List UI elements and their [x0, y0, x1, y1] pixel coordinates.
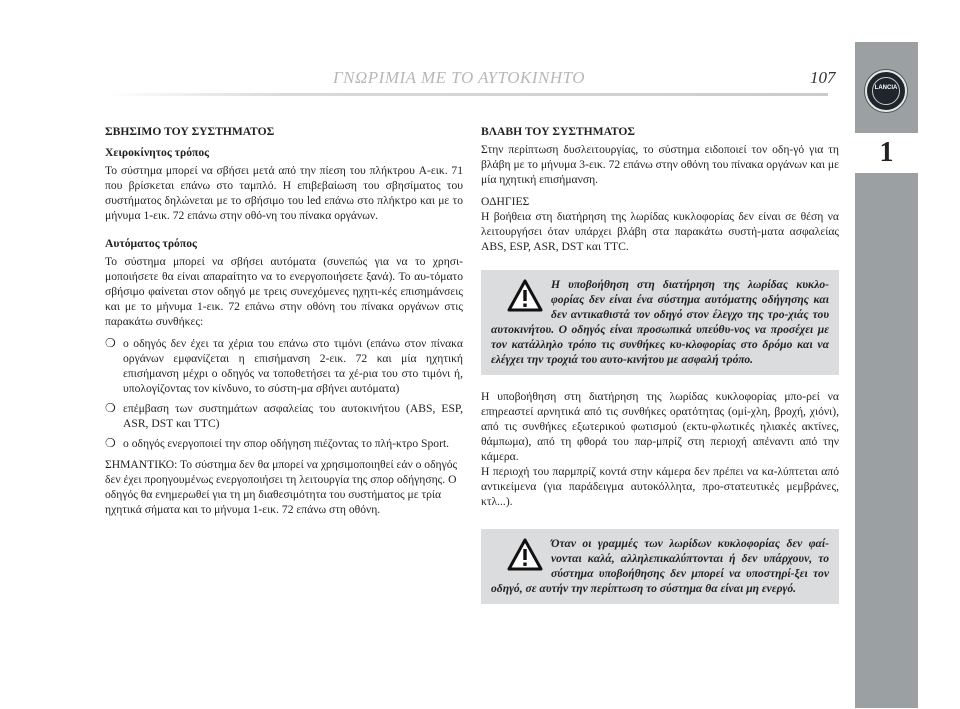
- bullet-circle-icon: ❍: [105, 401, 116, 415]
- warning-triangle-icon: [507, 279, 543, 313]
- notes-text: Η βοήθεια στη διατήρηση της λωρίδας κυκλοφορίας δεν είναι σε θέση να λειτουργήσει όταν υπάρχει βλάβη στα παρακάτω συστή-ματα ασφαλείας ABS, ESP, ASR, DST και TTC.: [481, 210, 839, 253]
- notes-title: ΟΔΗΓΙΕΣ: [481, 195, 530, 208]
- list-item-text: ο οδηγός ενεργοποιεί την σπορ οδήγηση πιέζοντας το πλή-κτρο Sport.: [123, 437, 450, 450]
- section-heading-fault: ΒΛΑΒΗ ΤΟΥ ΣΥΣΤΗΜΑΤΟΣ: [481, 125, 635, 138]
- running-header-title: ΓΝΩΡΙΜΙΑ ΜΕ ΤΟ ΑΥΤΟΚΙΝΗΤΟ: [333, 68, 586, 87]
- warning-box-lane-markings: [481, 529, 839, 604]
- manual-mode-title: Χειροκίνητος τρόπος: [105, 146, 210, 159]
- list-item: [105, 336, 463, 396]
- auto-mode-title: Αυτόματος τρόπος: [105, 237, 197, 250]
- chapter-marker: [855, 133, 918, 173]
- bullet-circle-icon: ❍: [105, 336, 116, 350]
- page-number: 107: [810, 68, 836, 87]
- important-note: ΣΗΜΑΝΤΙΚΟ: Το σύστημα δεν θα μπορεί να χρησιμοποιηθεί εάν ο οδηγός δεν έχει προηγουμένως ενεργοποιήσει τη λειτουργία της σπορ οδήγησης. Ο οδηγός θα ενημερωθεί για τη μη διαθεσιμότητα του συστήματος με τρία ηχητικά σήματα και το μήνυμα 1-εικ. 72 επάνω στη οθόνη.: [105, 458, 458, 516]
- right-column: [481, 124, 839, 618]
- auto-mode-text: Το σύστημα μπορεί να σβήσει αυτόματα (συνεπώς για να το χρησι-μοποιήσετε θα είναι απαραίτητο να το ενεργοποιήσετε ξανά). Το αυ-τόματο σβήσιμο φαίνεται στον οδηγό με τρεις συνεχόμενες ηχητι-κές επισημάνσεις και με το μήνυμα 1-εικ. 72 επάνω στην οθόνη του πίνακα οργάνων στις παρακάτω συνθήκες:: [105, 255, 463, 328]
- warning-box-driver-responsibility: [481, 270, 839, 375]
- list-item-text: επέμβαση των συστημάτων ασφαλείας του αυτοκινήτου (ABS, ESP, ASR, DST και TTC): [123, 402, 463, 430]
- warning-text: Όταν οι γραμμές των λωρίδων κυκλοφορίας δεν φαί-νονται καλά, αλληλεπικαλύπτονται ή δεν υπάρχουν, το σύστημα υποβοήθησης δεν μπορεί να υποστηρί-ξει τον οδηγό, σε αυτήν την περίπτωση το σύστημα θα είναι μη ενεργό.: [491, 537, 829, 595]
- list-item-text: ο οδηγός δεν έχει τα χέρια του επάνω στο τιμόνι (επάνω στον πίνακα οργάνων εμφανίζεται η επισήμανση 2-εικ. 72 και μία ηχητική επισήμανση μέχρι ο οδηγός να τοποθετήσει τα χέ-ρια του στο τιμόνι ή, υπολογίζοντας τον κίνδυνο, το σύστη-μα σβήνει αυτόματα): [123, 337, 463, 395]
- section-heading-shutdown: ΣΒΗΣΙΜΟ ΤΟΥ ΣΥΣΤΗΜΑΤΟΣ: [105, 125, 275, 138]
- warning-triangle-icon: [507, 538, 543, 572]
- camera-text: Η περιοχή του παρμπρίζ κοντά στην κάμερα δεν πρέπει να κα-λύπτεται από αντικείμενα (για παράδειγμα αυτοκόλλητα, προ-στατευτικές μεμβράνες, κτλ...).: [481, 465, 839, 508]
- chapter-number: 1: [879, 137, 894, 168]
- header-divider: [106, 93, 828, 96]
- logo-text: LANCIA: [874, 85, 898, 91]
- fault-text: Στην περίπτωση δυσλειτουργίας, το σύστημα ειδοποιεί τον οδη-γό για τη βλάβη με το μήνυμα 3-εικ. 72 επάνω στην οθόνη του πίνακα οργάνων και με μία ηχητική επισήμανση.: [481, 143, 839, 186]
- logo-ring: [872, 77, 900, 105]
- list-item: [105, 401, 463, 431]
- manual-mode-text: Το σύστημα μπορεί να σβήσει μετά από την πίεση του πλήκτρου A-εικ. 71 που βρίσκεται επάνω στο ταμπλό. Η επιβεβαίωση του σβησίματος του συστήματος δηλώνεται με το σβήσιμο του led επάνω στο πλήκτρο και με το μήνυμα 1-εικ. 72 επάνω στην οθό-νη του πίνακα οργάνων.: [105, 164, 463, 222]
- list-item: [105, 436, 463, 451]
- visibility-text: Η υποβοήθηση στη διατήρηση της λωρίδας κυκλοφορίας μπο-ρεί να επηρεαστεί αρνητικά από τις συνθήκες ορατότητας (ομί-χλη, βροχή, χιόνι), από τις συνθήκες εξωτερικού φωτισμού (εκτυ-φλωτικές ηλιακές ακτίνες, θάμπωμα), από τη φθορά του παρ-μπρίζ στη περιοχή απέναντι από την κάμερα.: [481, 390, 839, 463]
- lancia-logo: [865, 70, 907, 112]
- warning-text: Η υποβοήθηση στη διατήρηση της λωρίδας κυκλο-φορίας δεν είναι ένα σύστημα αυτόματης οδήγησης και δεν αντικαθιστά τον οδηγό στον έλεγχο της τρο-χιάς του αυτοκινήτου. Ο οδηγός είναι προσωπικά υπεύθυ-νος να προσέχει με τον κατάλληλο τρόπο τις συνθήκες κυ-κλοφορίας στο δρόμο και να ελέγχει την τροχιά του αυτο-κινήτου με ασφαλή τρόπο.: [491, 278, 829, 366]
- bullet-circle-icon: ❍: [105, 436, 116, 450]
- conditions-list: [105, 336, 463, 451]
- left-column: [105, 124, 463, 524]
